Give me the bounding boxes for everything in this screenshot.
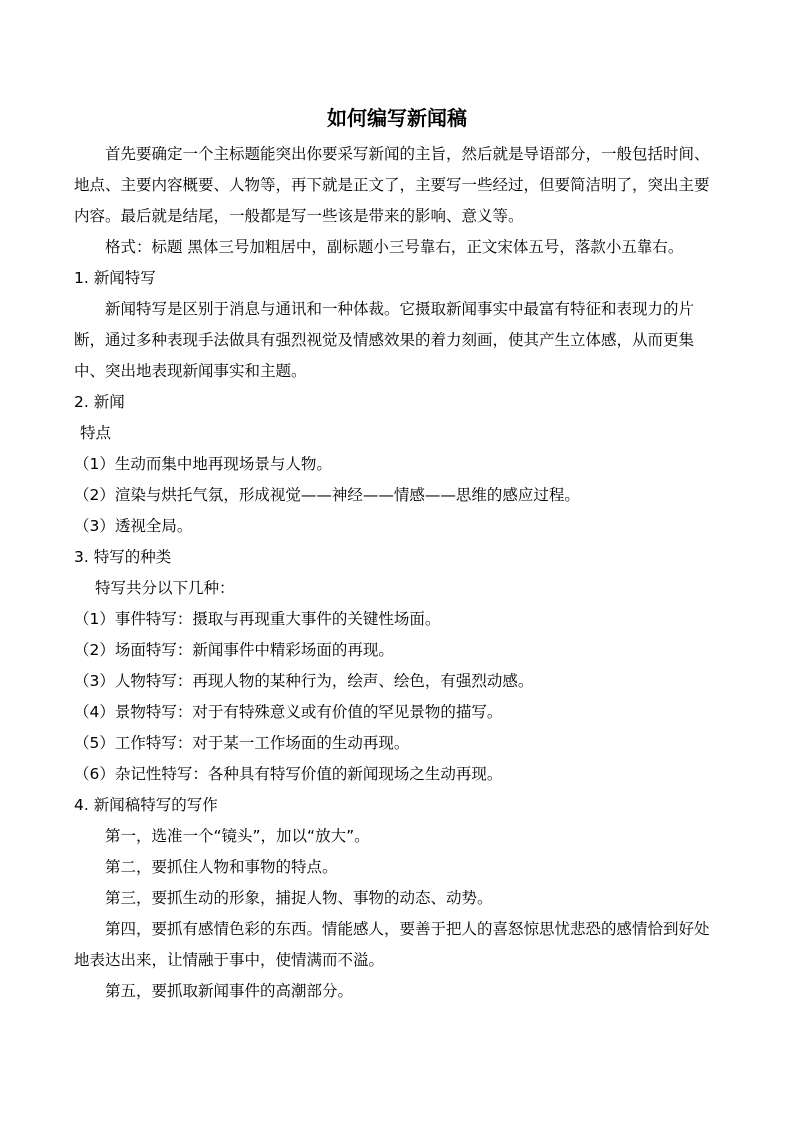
section-heading-4: 4. 新闻稿特写的写作 <box>74 796 218 814</box>
section-heading-1: 1. 新闻特写 <box>74 269 156 287</box>
writing-point: 第四，要抓有感情色彩的东西。情能感人，要善于把人的喜怒惊思忧悲恐的感情恰到好处地表达出来，让情融于事中，使情满而不溢。 <box>74 920 710 969</box>
list-item: （3）透视全局。 <box>74 517 193 535</box>
section-heading-2: 2. 新闻 <box>74 393 125 411</box>
intro-paragraph: 首先要确定一个主标题能突出你要采写新闻的主旨，然后就是导语部分，一般包括时间、地点、主要内容概要、人物等，再下就是正文了，主要写一些经过，但要简洁明了，突出主要内容。最后就是结尾，一般都是写一些该是带来的影响、意义等。 <box>74 145 710 225</box>
writing-point: 第一，选准一个“镜头”，加以“放大”。 <box>105 827 370 845</box>
list-item: （3）人物特写：再现人物的某种行为，绘声、绘色，有强烈动感。 <box>74 672 534 690</box>
list-item: （4）景物特写：对于有特殊意义或有价值的罕见景物的描写。 <box>74 703 503 721</box>
writing-point: 第三，要抓生动的形象，捕捉人物、事物的动态、动势。 <box>105 889 493 907</box>
list-item: （6）杂记性特写：各种具有特写价值的新闻现场之生动再现。 <box>74 765 503 783</box>
section-1-body: 新闻特写是区别于消息与通讯和一种体裁。它摄取新闻事实中最富有特征和表现力的片断，通过多种表现手法做具有强烈视觉及情感效果的着力刻画，使其产生立体感，从而更集中、突出地表现新闻事实和主题。 <box>74 300 695 380</box>
format-paragraph: 格式：标题 黑体三号加粗居中，副标题小三号靠右，正文宋体五号，落款小五靠右。 <box>105 238 684 256</box>
list-item: （2）渲染与烘托气氛，形成视觉——神经——情感——思维的感应过程。 <box>74 486 580 504</box>
list-item: （1）生动而集中地再现场景与人物。 <box>74 455 332 473</box>
list-item: （2）场面特写：新闻事件中精彩场面的再现。 <box>74 641 394 659</box>
section-3-subheading: 特写共分以下几种： <box>95 579 235 597</box>
list-item: （1）事件特写：摄取与再现重大事件的关键性场面。 <box>74 610 441 628</box>
section-2-subheading: 特点 <box>80 424 112 442</box>
writing-point: 第五，要抓取新闻事件的高潮部分。 <box>105 982 354 1000</box>
section-heading-3: 3. 特写的种类 <box>74 548 172 566</box>
list-item: （5）工作特写：对于某一工作场面的生动再现。 <box>74 734 410 752</box>
writing-point: 第二，要抓住人物和事物的特点。 <box>105 858 338 876</box>
page-title: 如何编写新闻稿 <box>327 106 467 130</box>
